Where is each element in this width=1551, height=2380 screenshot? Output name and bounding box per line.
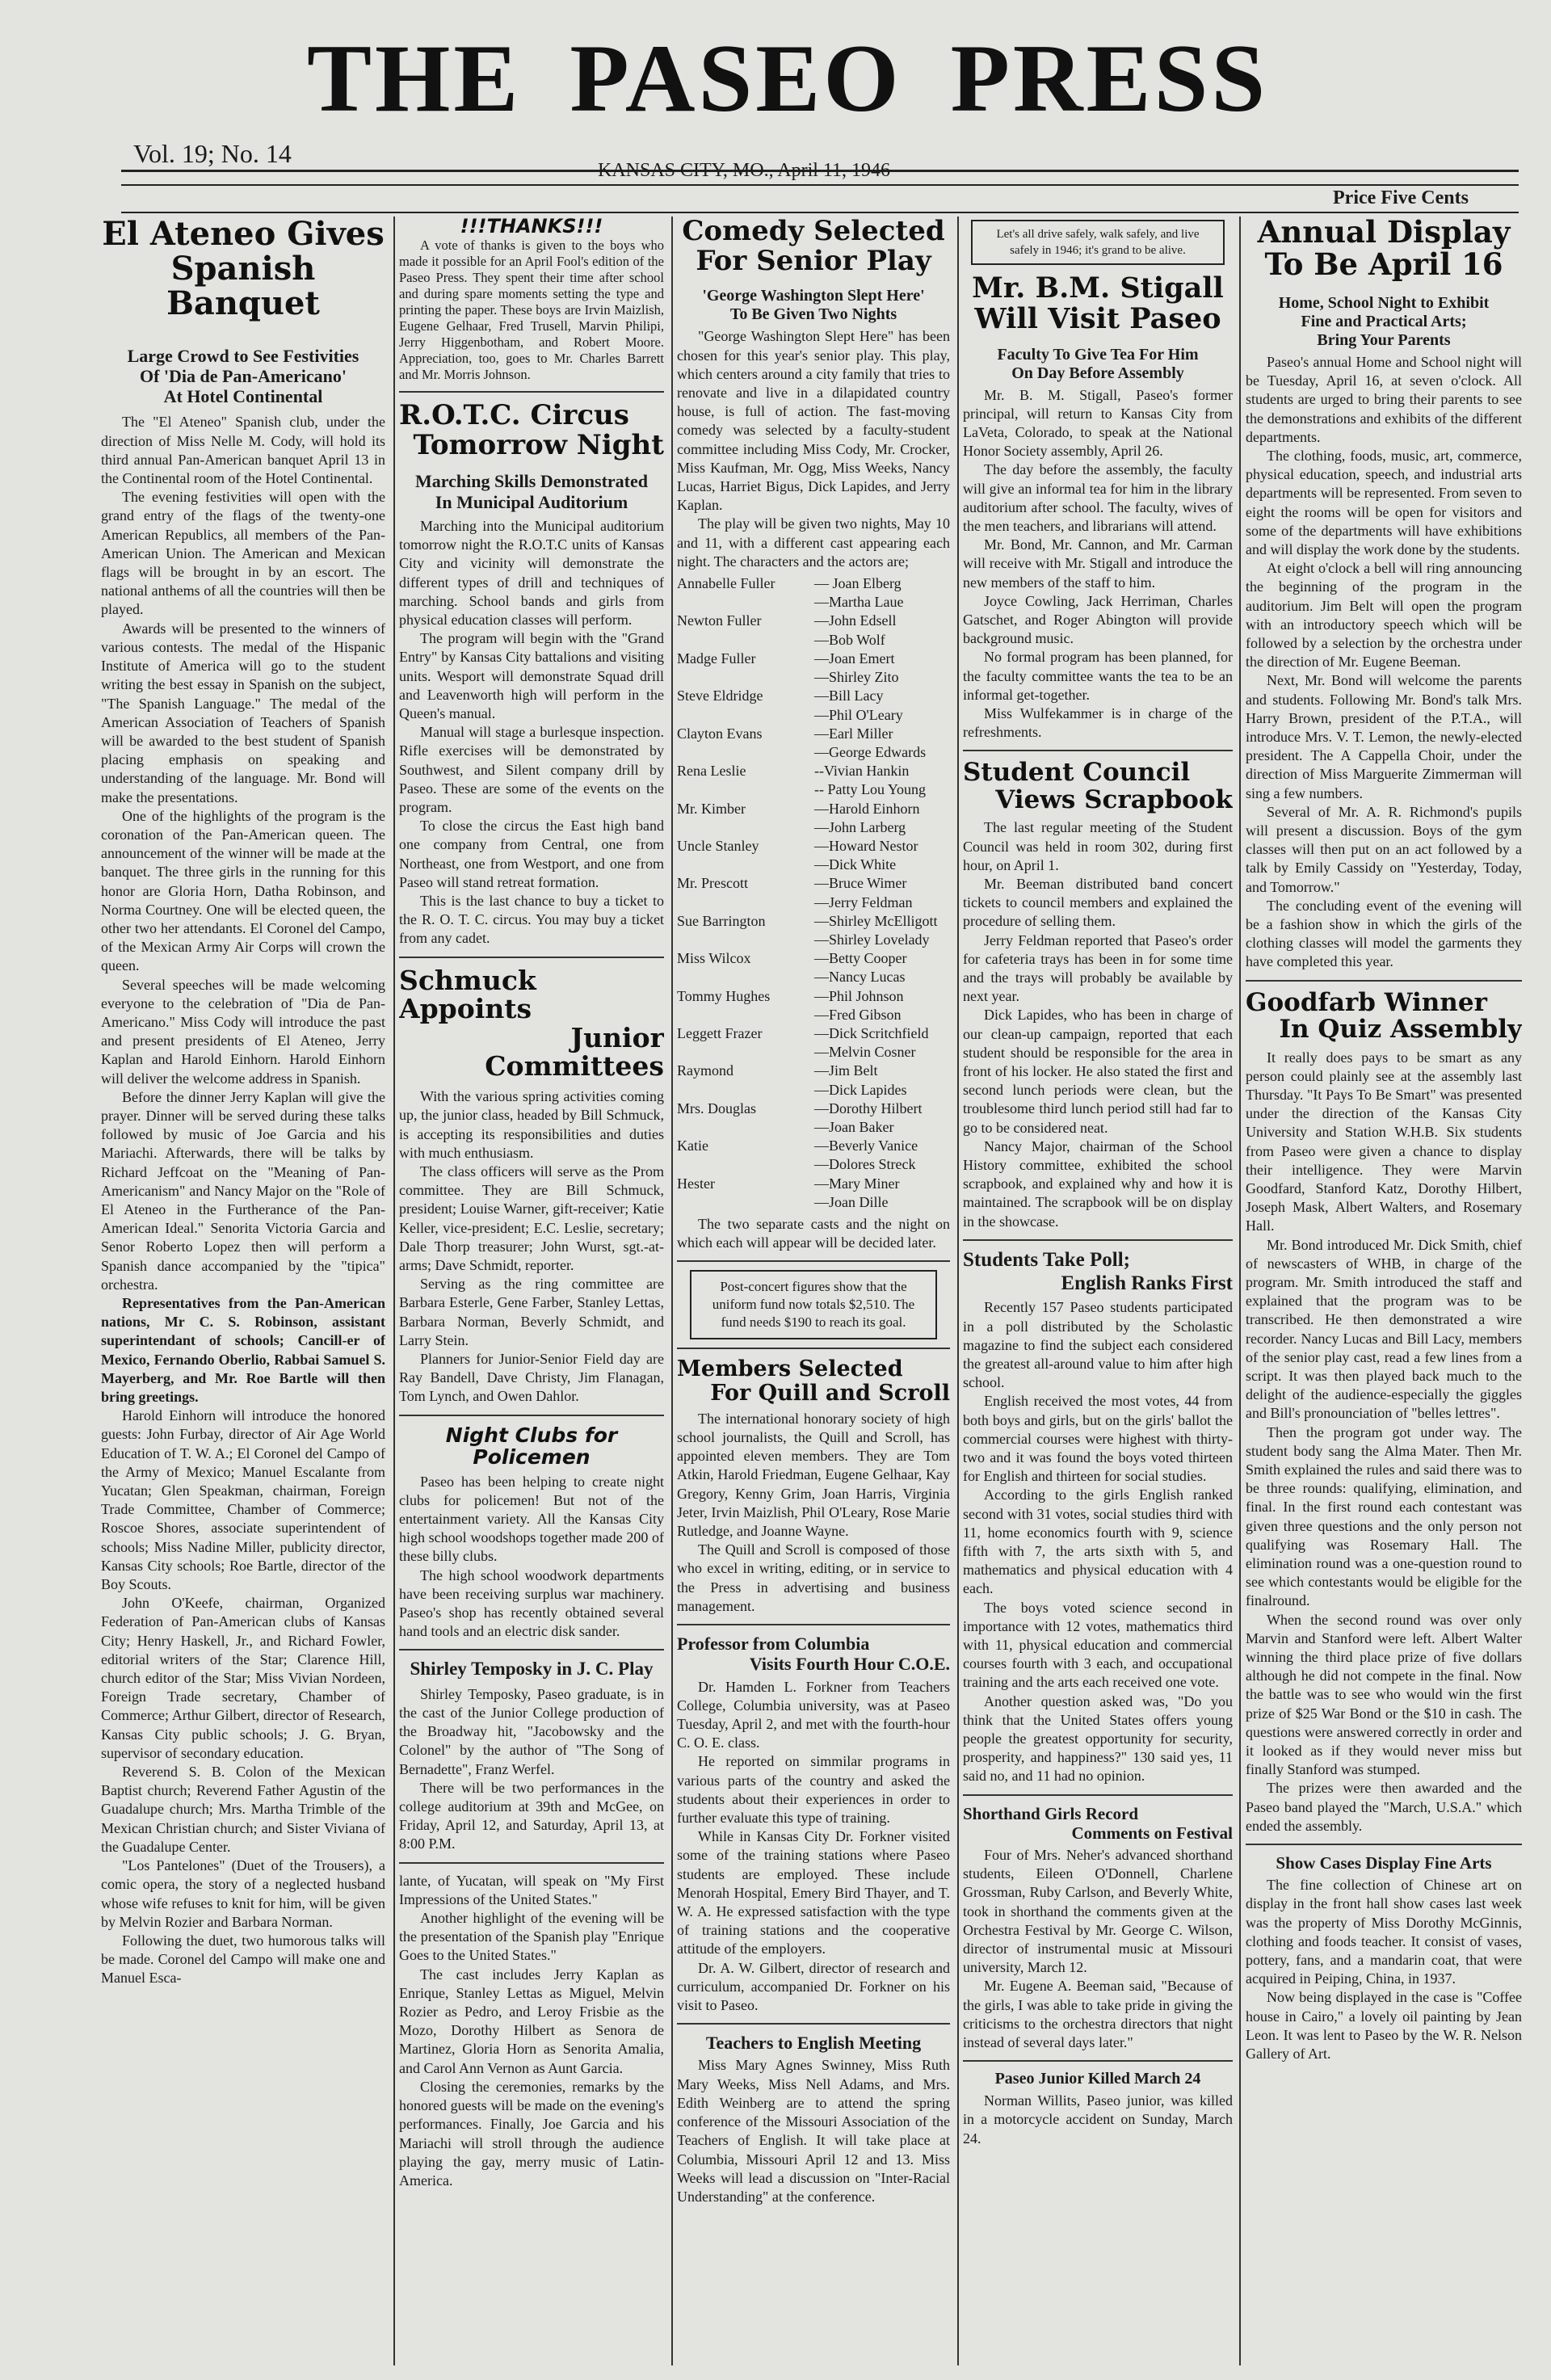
cast-actor: —Harold Einhorn [814,800,920,817]
cast-actor: —Howard Nestor [814,837,918,854]
paragraph: Planners for Junior-Senior Field day are Ray Bandell, Dave Christy, Jim Flanagan, Tom Lynch, and Owen Dahlor. [399,1350,664,1405]
article-divider [399,1862,664,1864]
headline: Members Selected [677,1356,903,1382]
headline: Students Take Poll; [963,1248,1131,1271]
article-ateneo-continued [399,1872,664,2190]
headline: Goodfarb Winner [1246,987,1487,1017]
paragraph: Joyce Cowling, Jack Herriman, Charles Gatschet, and Roger Abington will provide background music. [963,592,1233,647]
article-divider [399,1415,664,1416]
cast-role: Uncle Stanley [677,837,759,854]
cast-actor: —Dick White [814,856,897,873]
paragraph: Paseo's annual Home and School night will be Tuesday, April 16, at seven o'clock. All students are urged to bring their parents to see the demonstrations and exhibits of the different departments. [1246,353,1522,445]
headline: To Be April 16 [1264,246,1503,282]
cast-actor: —Phil Johnson [814,987,904,1004]
cast-role: Miss Wilcox [677,950,751,967]
paragraph: The evening festivities will open with the grand entry of the flags of the twenty-one American Republics, all members of the Pan-American Union. The American and Mexican flags will be brought in by an escort. The national anthems of all the countries will then be played. [101,489,385,618]
headline: Spanish Banquet [166,250,320,323]
article-comedy [677,217,950,1252]
cast-row [677,856,950,874]
paragraph: Another question asked was, "Do you think that the United States offers young people the greatest opportunity for security, prosperity, and happiness?" 130 said yes, 11 said no, and 11 had no opinion. [963,1692,1233,1785]
headline: Will Visit Paseo [974,301,1221,335]
subheadline: Fine and Practical Arts; [1301,312,1467,330]
masthead-title: THE PASEO PRESS [307,24,1269,132]
cast-actor: —Bruce Wimer [814,875,907,892]
headline: Paseo Junior Killed March 24 [994,2070,1201,2088]
cast-role [677,968,814,986]
cast-actor: —Martha Laue [814,594,904,611]
article-divider [677,1624,950,1625]
paragraph: Mr. B. M. Stigall, Paseo's former principal, will return to Kansas City from LaVeta, Colorado, to speak at the National Honor Society assembly, April 26. [963,386,1233,460]
subheadline: In Municipal Auditorium [435,491,628,512]
paragraph: The high school woodwork departments have been receiving surplus war machinery. Paseo's shop has recently obtained several hand tools and an electric disk sander. [399,1566,664,1640]
cast-role: Katie [677,1137,708,1154]
paragraph: Now being displayed in the case is "Coffee house in Cairo," a lovely oil painting by Jean Leon. It was lent to Paseo by the W. R. Nelson Gallery of Art. [1246,1989,1522,2063]
dateline-rule-bottom [121,212,1519,213]
paragraph: Mr. Eugene A. Beeman said, "Because of the girls, I was able to take pride in giving the criticisms to the orchestra directors that night instead of several days later." [963,1978,1233,2050]
paragraph: Then the program got under way. The student body sang the Alma Mater. Then Mr. Smith explained the rules and said there was to be three rounds: qualifying, elimination, and final. In the first round each contestant was given three questions and the only person not qualifying was Rosemary Hall. The elimination round was a one-question round to see which contestants would be eligible for the finalround. [1246,1423,1522,1609]
cast-role [677,593,814,612]
cast-actor: —Jim Belt [814,1062,878,1079]
headline: Mr. B.M. Stigall [972,271,1224,305]
cast-role: Mr. Prescott [677,875,748,892]
article-student-council [963,759,1233,1230]
cast-actor: —Melvin Cosner [814,1044,916,1061]
headline: Teachers to English Meeting [705,2033,922,2054]
cast-row [677,1155,950,1174]
cast-row [677,687,950,705]
article-rotc [399,398,664,948]
cast-role: Raymond [677,1062,733,1079]
paragraph: No formal program has been planned, for the faculty committee wants the tea to be an informal get-together. [963,649,1233,703]
cast-role [677,856,814,874]
cast-actor: —Dorothy Hilbert [814,1100,923,1116]
cast-role: Clayton Evans [677,725,763,742]
fund-notice-box [690,1270,937,1339]
cast-actor: —Bill Lacy [814,688,884,704]
paragraph: The "El Ateneo" Spanish club, under the direction of Miss Nelle M. Cody, will hold its third annual Pan-American banquet April 13 in the Continental room of the Hotel Continental. [101,414,385,487]
cast-row [677,1081,950,1100]
cast-role [677,706,814,725]
article-night-clubs [399,1424,664,1642]
headline: El Ateneo Gives [102,217,385,253]
article-divider [677,2023,950,2025]
paragraph: Miss Mary Agnes Swinney, Miss Ruth Mary Weeks, Miss Nell Adams, and Mrs. Edith Weinberg are to attend the spring conference of the Missouri Association of the Teachers of English. It will take place at Columbia, Missouri April 12 and 13. Miss Weeks will lead a discussion on "Inter-Racial Understanding" at the conference. [677,2057,950,2205]
article-schmuck [399,966,664,1407]
article-columbia [677,1634,950,2015]
paragraph: English received the most votes, 44 from both boys and girls, but on the girls' ballot the commercial courses were highest with thirty-two and it was found the boys voted thirteen for English and thirteen for social studies. [963,1393,1233,1485]
cast-row [677,1006,950,1024]
cast-row [677,1100,950,1118]
paragraph: Awards will be presented to the winners of various contests. The medal of the Hispanic Institute of America will go to the student writing the best essay in Spanish on the subject, "The Spanish Language." The medal of the American Association of Teachers of Spanish will be awarded to the best student of Spanish placing emphasis on speaking and understanding of the language. Mr. Bond will make the presentations. [101,620,385,805]
cast-row [677,1043,950,1062]
cast-role: Rena Leslie [677,763,746,780]
subheadline: Faculty To Give Tea For Him [997,345,1199,364]
article-thanks [399,217,664,383]
cast-actor: —Joan Dille [814,1193,889,1210]
cast-role: Tommy Hughes [677,987,771,1004]
subheadline: To Be Given Two Nights [729,305,897,324]
price: Price Five Cents [1333,187,1469,208]
paragraph: One of the highlights of the program is the coronation of the Pan-American queen. The announcement of the winner will be made at the banquet. The three girls in the running for this honor are Gloria Horn, Datha Robinson, and Norma Courtney. One will be elected queen, the other two her attendants. El Coronel del Campo, of the Mexican Army Air Corps will crown the queen. [101,807,385,974]
paragraph: The two separate casts and the night on which each will appear will be decided later. [677,1215,950,1251]
paragraph: Norman Willits, Paseo junior, was killed in a motorcycle accident on Sunday, March 24. [963,2092,1233,2147]
cast-row [677,1193,950,1212]
paragraph: Mr. Bond, Mr. Cannon, and Mr. Carman will receive with Mr. Stigall and introduce the new members of the staff to him. [963,536,1233,591]
article-poll [963,1249,1233,1786]
paragraph: The boys voted science second in importance with 12 votes, mathematics third with 11, physical education and commercial courses fourth with 3 each, and occupational training and the arts each received one vote. [963,1599,1233,1691]
paragraph: Reverend S. B. Colon of the Mexican Baptist church; Reverend Father Agustin of the Guadalupe church; Mrs. Martha Trimble of the Mexican Christian church; and Sister Viviana of the Guadalupe Center. [101,1764,385,1855]
cast-role [677,668,814,687]
article-divider [1246,980,1522,982]
paragraph: Recently 157 Paseo students participated in a poll distributed by the Scholastic magazine to find the subject each considered the greatest all-around value to him after high school. [963,1299,1233,1391]
cast-row [677,987,950,1006]
cast-actor: —Earl Miller [814,725,893,742]
article-divider [963,2060,1233,2062]
column-3 [677,217,950,2374]
cast-role [677,931,814,949]
article-divider [963,750,1233,751]
paragraph: According to the girls English ranked second with 31 votes, social studies third with 11, home economics fourth with 9, science fifth with 7, the arts sixth with 5, and mathematics and physical education with 4 each. [963,1486,1233,1597]
article-show-cases [1246,1853,1522,2063]
subheadline: On Day Before Assembly [1011,364,1184,382]
cast-row [677,837,950,856]
paragraph: While in Kansas City Dr. Forkner visited some of the training stations where Paseo students are employed. These include Menorah Hospital, Emery Bird Thayer, and T. W. A. He expressed satisfaction with the type of training stations and the cooperative attitude of the employers. [677,1828,950,1957]
paragraph: When the second round was over only Marvin and Stanford were left. Albert Walter winning the third place prize of five dollars although he did not compete in the final. Now the battle was to see who would win the first prize of $25 War Bond or the $10 in cash. The questions were answered correctly in order and it looked as if they would never miss but finally Stanford was stumped. [1246,1611,1522,1778]
paragraph: "Los Pantelones" (Duet of the Trousers), a comic opera, the story of a neglected husband whose wife refuses to knit for him, will be given by Melvin Rozier and Barbara Norman. [101,1857,385,1930]
paragraph: The prizes were then awarded and the Paseo band played the "March, U.S.A." which ended the assembly. [1246,1780,1522,1834]
article-goodfarb [1246,987,1522,1835]
article-annual-display [1246,217,1522,972]
cast-list [677,574,950,1212]
article-killed [963,2070,1233,2148]
paragraph: Marching into the Municipal auditorium tomorrow night the R.O.T.C units of Kansas City and vicinity will demonstrate the different types of drill and techniques of marching. School bands and girls from physical education classes will perform. [399,517,664,628]
headline: !!!THANKS!!! [460,217,603,238]
cast-role [677,1155,814,1174]
cast-actor: —John Larberg [814,818,906,835]
paragraph: John O'Keefe, chairman, Organized Federation of Pan-American clubs of Kansas City; Henry Haskell, Jr., and Richard Fowler, editorial writers of the Star; Clarence Hill, church editor of the Star; Miss Vivian Nordeen, Foreign Trade secretary, Chamber of Commerce; Arthur Gilbert, director of Research, Kansas City public schools; J. G. Bryan, supervisor of secondary education. [101,1595,385,1761]
column-2 [399,217,664,2374]
cast-actor: —George Edwards [814,743,927,760]
headline: Night Clubs for Policemen [445,1423,618,1469]
cast-role: Sue Barrington [677,912,766,929]
paragraph: With the various spring activities coming up, the junior class, headed by Bill Schmuck, is accepting its responsibilities and duties with much enthusiasm. [399,1088,664,1161]
cast-actor: —Joan Emert [814,650,895,666]
article-stigall [963,273,1233,742]
headline: In Quiz Assembly [1279,1015,1522,1045]
paragraph: He reported on simmilar programs in various parts of the country and asked the students about their experiences in order to further evaluate this type of training. [677,1753,950,1826]
paragraph: Next, Mr. Bond will welcome the parents and students. Following Mr. Bond's talk Mrs. Harry Brown, president of the P.T.A., will introduce Mrs. V. T. Lemon, the newly-elected president. The A Cappella Choir, under the direction of Miss Marguerite Zimmerman will sing a few numbers. [1246,672,1522,801]
paragraph: Before the dinner Jerry Kaplan will give the prayer. Dinner will be served during these talks followed by music of Joe Garcia and his Mariachi. Afterwards, there will be talks by Richard Jeffcoat on the "Meaning of Pan-Americanism" and Nancy Major on the "Role of El Ateneo in the Furtherance of the Pan-American Ideal." Senorita Victoria Garcia and Senor Roberto Lopez then will perform a Spanish dance accompanied by the "tipica" orchestra. [101,1088,385,1293]
paragraph: A vote of thanks is given to the boys who made it possible for an April Fool's edition of the Paseo Press. They spent their time after school and during spare moments setting the type and printing the paper. These boys are Irvin Maizlish, Eugene Gelhaar, Fred Trusell, Marvin Philipi, Jerry Higgenbotham, and Robert Moore. Appreciation, too, goes to Mr. Charles Barrett and Mr. Morris Johnson. [399,237,664,382]
paragraph: Harold Einhorn will introduce the honored guests: John Furbay, director of Air Age World Education of T. W. A.; El Coronel del Campo of the Army of Mexico; Manuel Escalante from Yucatan; Glen Speakman, chairman, Foreign Trade Committee, Chamber of Commerce; Roscoe Shores, associate superintendent of schools; Miss Nadine Miller, publicity director, Kansas City schools; Roe Bartle, director of the Boy Scouts. [101,1407,385,1593]
cast-actor: —Fred Gibson [814,1006,902,1023]
article-divider [1246,1844,1522,1845]
article-quill-scroll [677,1357,950,1616]
cast-role: Annabelle Fuller [677,575,776,592]
headline: Views Scrapbook [995,784,1233,814]
cast-actor: —Mary Miner [814,1175,900,1192]
paragraph: The cast includes Jerry Kaplan as Enrique, Stanley Lettas as Miguel, Melvin Rozier as Pedro, and Leroy Frisbie as the Mozo, Dorothy Hilbert as Senora de Martinez, Gloria Horn as Senorita Amalia, and Carol Ann Vernon as Aunt Garcia. [399,1966,664,2076]
cast-row [677,1137,950,1155]
dateline-rule-top [121,184,1519,186]
cast-role: Steve Eldridge [677,688,763,704]
paragraph: Shirley Temposky, Paseo graduate, is in the cast of the Junior College production of the Broadway hit, "Jacobowsky and the Colonel" by the author of "The Song of Bernadette", Franz Werfel. [399,1685,664,1777]
cast-actor: —Beverly Vanice [814,1137,918,1154]
article-divider [963,1794,1233,1796]
cast-row [677,894,950,912]
subheadline: Large Crowd to See Festivities [127,345,359,366]
subheadline: At Hotel Continental [163,386,323,407]
safety-notice-text: Let's all drive safely, walk safely, and live safely in 1946; it's grand to be alive. [996,228,1200,257]
headline: Schmuck Appoints [399,964,536,1025]
headline: Junior Committees [485,1021,664,1083]
cast-role [677,631,814,650]
cast-role [677,780,814,799]
volume-number: Vol. 19; No. 14 [133,139,292,168]
paragraph: Another highlight of the evening will be the presentation of the Spanish play "Enrique Goes to the United States." [399,1910,664,1964]
cast-row [677,725,950,743]
cast-row [677,818,950,837]
cast-role [677,894,814,912]
paragraph: Mr. Beeman distributed band concert tickets to council members and explained the procedure of selling them. [963,876,1233,930]
cast-row [677,743,950,762]
cast-row [677,780,950,799]
cast-actor: —Joan Baker [814,1118,894,1135]
cast-role: Leggett Frazer [677,1024,763,1041]
subheadline: Of 'Dia de Pan-Americano' [139,365,347,386]
cast-actor: —Nancy Lucas [814,969,906,986]
paragraph: Dr. Hamden L. Forkner from Teachers College, Columbia university, was at Paseo Tuesday, April 2, and met with the fourth-hour C. O. E. class. [677,1678,950,1751]
cast-role: Mr. Kimber [677,800,746,817]
article-shorthand [963,1804,1233,2053]
cast-actor: —Jerry Feldman [814,894,913,910]
cast-row [677,1175,950,1193]
paragraph: Representatives from the Pan-American nations, Mr C. S. Robinson, assistant superintendant of schools; Cancill-er of Mexico, Fernando Oberlio, Rabbai Samuel S. Mayerberg, and Mr. Roe Bartle will then bring greetings. [101,1295,385,1406]
headline: Show Cases Display Fine Arts [1276,1853,1492,1873]
subheadline: Home, School Night to Exhibit [1278,293,1490,312]
paragraph: The international honorary society of high school journalists, the Quill and Scroll, has appointed eleven members. They are Tom Atkin, Harold Friedman, Eugene Gelhaar, Kay Gregory, Kenny Grim, Joan Harris, Virginia Jeter, Irvin Maizlish, Phil O'Leary, Rose Marie Rutledge, and Joanne Wayne. [677,1410,950,1539]
cast-row [677,874,950,893]
cast-role: Madge Fuller [677,650,756,666]
headline: Visits Fourth Hour C.O.E. [749,1654,950,1675]
cast-actor: —Shirley Lovelady [814,931,930,948]
paragraph: The clothing, foods, music, art, commerce, physical education, speech, and industrial arts departments will be represented. From seven to eight the rooms will be open for visitors and some of the departments will have exhibitions and will display the work done by the students. [1246,447,1522,557]
paragraph: To close the circus the East high band one company from Central, one from Northeast, one from Westport, and one from Paseo will stand retreat formation. [399,818,664,890]
cast-role [677,1006,814,1024]
column-divider [671,217,673,2365]
column-divider [957,217,959,2365]
cast-role [677,743,814,762]
headline: Professor from Columbia [677,1633,870,1654]
article-divider [399,957,664,958]
cast-actor: --Vivian Hankin [814,763,910,780]
cast-row [677,762,950,780]
subheadline: Bring Your Parents [1317,330,1451,349]
cast-role: Hester [677,1175,715,1192]
article-divider [399,391,664,393]
paragraph: It really does pays to be smart as any person could plainly see at the assembly last Thursday. "It Pays To Be Smart" was presented under the direction of the Kansas City University and Station W.H.B. Six students from Paseo were given a chance to display their intelligence. They were Marvin Goodfard, Stanford Katz, Dorothy Hilbert, Joseph Mask, Albert Walters, and Rosemary Hall. [1246,1049,1522,1234]
paragraph: Jerry Feldman reported that Paseo's order for cafeteria trays has been in for some time and the trays will probably be available by next year. [963,931,1233,1005]
paragraph: lante, of Yucatan, will speak on "My First Impressions of the United States." [399,1872,664,1907]
headline: Tomorrow Night [413,428,664,461]
article-divider [399,1649,664,1650]
paragraph: Several speeches will be made welcoming everyone to the celebration of "Dia de Pan-Americano." Miss Cody will introduce the past and present presidents of El Ateneo, Jerry Kaplan and Harold Einhorn. Harold Einhorn will deliver the welcome address in Spanish. [101,976,385,1087]
cast-row [677,593,950,612]
paragraph: At eight o'clock a bell will ring announcing the beginning of the program in the auditorium. Jim Belt will open the program with an introductory speech which will be followed by a selection by the orchestra under the direction of Mr. Eugene Beeman. [1246,560,1522,671]
paragraph: Following the duet, two humorous talks will be made. Coronel del Campo will make one and Manuel Esca- [101,1932,385,1987]
cast-row [677,800,950,818]
fund-notice-text: Post-concert figures show that the uniform fund now totals $2,510. The fund needs $190 to reach its goal. [712,1279,915,1331]
article-teachers [677,2033,950,2206]
cast-actor: —Shirley Zito [814,669,899,686]
headline: English Ranks First [1061,1272,1233,1294]
headline: Comedy Selected [682,217,945,247]
cast-role [677,818,814,837]
cast-row [677,631,950,650]
cast-actor: —Shirley McElligott [814,912,938,929]
cast-actor: — Joan Elberg [814,575,902,592]
paragraph: This is the last chance to buy a ticket to the R. O. T. C. circus. You may buy a ticket from any cadet. [399,893,664,947]
paragraph: The play will be given two nights, May 10 and 11, with a different cast appearing each night. The characters and the actors are; [677,515,950,570]
cast-row [677,949,950,968]
safety-notice-box [971,220,1225,265]
cast-row [677,650,950,668]
headline: Shirley Temposky in J. C. Play [410,1659,654,1680]
cast-row [677,574,950,593]
cast-row [677,612,950,630]
headline: Comments on Festival [1071,1823,1233,1843]
paragraph: Nancy Major, chairman of the School History committee, exhibited the school scrapbook, and explained why and how it is maintained. The scrapbook will be on display in the showcase. [963,1137,1233,1230]
cast-actor: —Dick Lapides [814,1081,907,1098]
column-4 [963,217,1233,2374]
paragraph: The day before the assembly, the faculty will give an informal tea for him in the library auditorium after school. The faculty, wives of the men teachers, and librarians will attend. [963,461,1233,535]
headline: Shorthand Girls Record [963,1803,1139,1823]
subheadline: 'George Washington Slept Here' [702,287,925,305]
paragraph: Dr. A. W. Gilbert, director of research and curriculum, accompanied Dr. Forkner on his visit to Paseo. [677,1959,950,2013]
paragraph: The concluding event of the evening will be a fashion show in which the girls of the clothing classes will model the garments they have completed this year. [1246,897,1522,970]
paragraph: Four of Mrs. Neher's advanced shorthand students, Eileen O'Donnell, Charlene Grossman, Ruby Carlson, and Beverly White, took in shorthand the comments given at the Orchestra Festival by Mr. George C. Wilson, director of instrumental music at Missouri university, March 12. [963,1846,1233,1976]
cast-row [677,1118,950,1137]
cast-role [677,1043,814,1062]
cast-row [677,706,950,725]
paragraph: The last regular meeting of the Student Council was held in room 302, during first hour, on April 1. [963,819,1233,873]
cast-actor: —Dick Scritchfield [814,1024,929,1041]
cast-row [677,668,950,687]
cast-actor: —John Edsell [814,612,897,629]
subheadline: Marching Skills Demonstrated [414,471,649,492]
headline: Annual Display [1257,217,1511,250]
cast-row [677,1024,950,1043]
paragraph: Paseo has been helping to create night clubs for policemen! But not of the entertainment variety. All the Kansas City high school woodshops together made 200 of these billy clubs. [399,1473,664,1565]
paragraph: There will be two performances in the college auditorium at 39th and McGee, on Friday, April 12, and Saturday, April 13, at 8:00 P.M. [399,1779,664,1852]
paragraph: The class officers will serve as the Prom committee. They are Bill Schmuck, president; Louise Warner, gift-receiver; Katie Keller, vice-president; E.C. Leslie, secretary; Dale Thorp treasurer; John Wurst, sgt.-at-arms; Dave Schmidt, reporter. [399,1163,664,1273]
article-divider [677,1260,950,1262]
cast-row [677,968,950,986]
paragraph: Dick Lapides, who has been in charge of our clean-up campaign, reported that each student should be responsible for the area in front of his locker. He also stated the first and second lunch periods were clean, but the troublesome third lunch period still had far to go to be considered neat. [963,1007,1233,1136]
column-5 [1246,217,1522,2374]
cast-actor: —Bob Wolf [814,631,885,648]
cast-role: Newton Fuller [677,612,762,629]
dateline: KANSAS CITY, MO., April 11, 1946 [598,160,891,181]
paragraph: The Quill and Scroll is composed of those who excel in writing, editing, or in service to the Press in advertising and business management. [677,1541,950,1614]
paragraph: Mr. Bond introduced Mr. Dick Smith, chief of newscasters of WHB, in charge of the program. Mr. Smith introduced the staff and explained that the program was to be transcribed. He then demonstrated a wire recorder. Nancy Lucas and Bill Lacy, members of the senior play cast, read a few lines from a script. It was then played back much to the delight of the audience-especially the giggles and Bill's pronounciation of "belles lettres". [1246,1236,1522,1422]
article-divider [677,1348,950,1349]
headline: For Senior Play [696,244,931,277]
paragraph: The program will begin with the "Grand Entry" by Kansas City battalions and visiting units. Wesport will demonstrate Squad drill and Leavenworth high will perform in the Queen's manual. [399,630,664,721]
paragraph: Several of Mr. A. R. Richmond's pupils will present a discussion. Boys of the gym classes will then put on an act followed by a talk by Emily Cassidy on "Yesterday, Today, and Tomorrow." [1246,803,1522,895]
cast-actor: —Dolores Streck [814,1156,916,1173]
cast-row [677,931,950,949]
article-divider [963,1239,1233,1241]
article-temposky [399,1659,664,1853]
headline: R.O.T.C. Circus [399,398,629,431]
cast-row [677,1062,950,1080]
cast-actor: —Phil O'Leary [814,706,903,723]
cast-role: Mrs. Douglas [677,1100,756,1116]
cast-role [677,1193,814,1212]
cast-role [677,1081,814,1100]
paragraph: "George Washington Slept Here" has been chosen for this year's senior play. This play, which centers around a city family that tries to renovate and live in a dilapidated country house, is full of action. The fast-moving comedy was selected by a faculty-student committee including Miss Cody, Mr. Crocker, Miss Kaufman, Mr. Ogg, Miss Weeks, Nancy Lucas, Harriet Bigus, Dick Lapides, and Jerry Kaplan. [677,328,950,514]
column-divider [393,217,395,2365]
paragraph: Serving as the ring committee are Barbara Esterle, Gene Farber, Stanley Lettas, Barbara Norman, Beverly Schmidt, and Larry Stein. [399,1276,664,1348]
cast-actor: -- Patty Lou Young [814,781,927,798]
paragraph: Miss Wulfekammer is in charge of the refreshments. [963,705,1233,741]
paragraph: Closing the ceremonies, remarks by the honored guests will be made on the evening's performances. Finally, Joe Garcia and his Mariachi will stroll through the audience playing the gay, merry music of Latin-America. [399,2078,664,2189]
paragraph: Manual will stage a burlesque inspection. Rifle exercises will be demonstrated by Southwest, and Silent company drill by Paseo. These are some of the events on the program. [399,724,664,815]
column-divider [1239,217,1241,2365]
cast-row [677,912,950,931]
article-el-ateneo [101,217,385,2374]
cast-actor: —Betty Cooper [814,950,907,967]
cast-role [677,1118,814,1137]
headline: Student Council [963,758,1191,788]
headline: For Quill and Scroll [710,1380,950,1406]
paragraph: The fine collection of Chinese art on display in the front hall show cases last week was the property of Miss Dorothy McGinnis, clothing and foods teacher. It consist of vases, pottery, fans, and a mandarin coat, that were acquired in Peiping, China, in 1937. [1246,1877,1522,1987]
